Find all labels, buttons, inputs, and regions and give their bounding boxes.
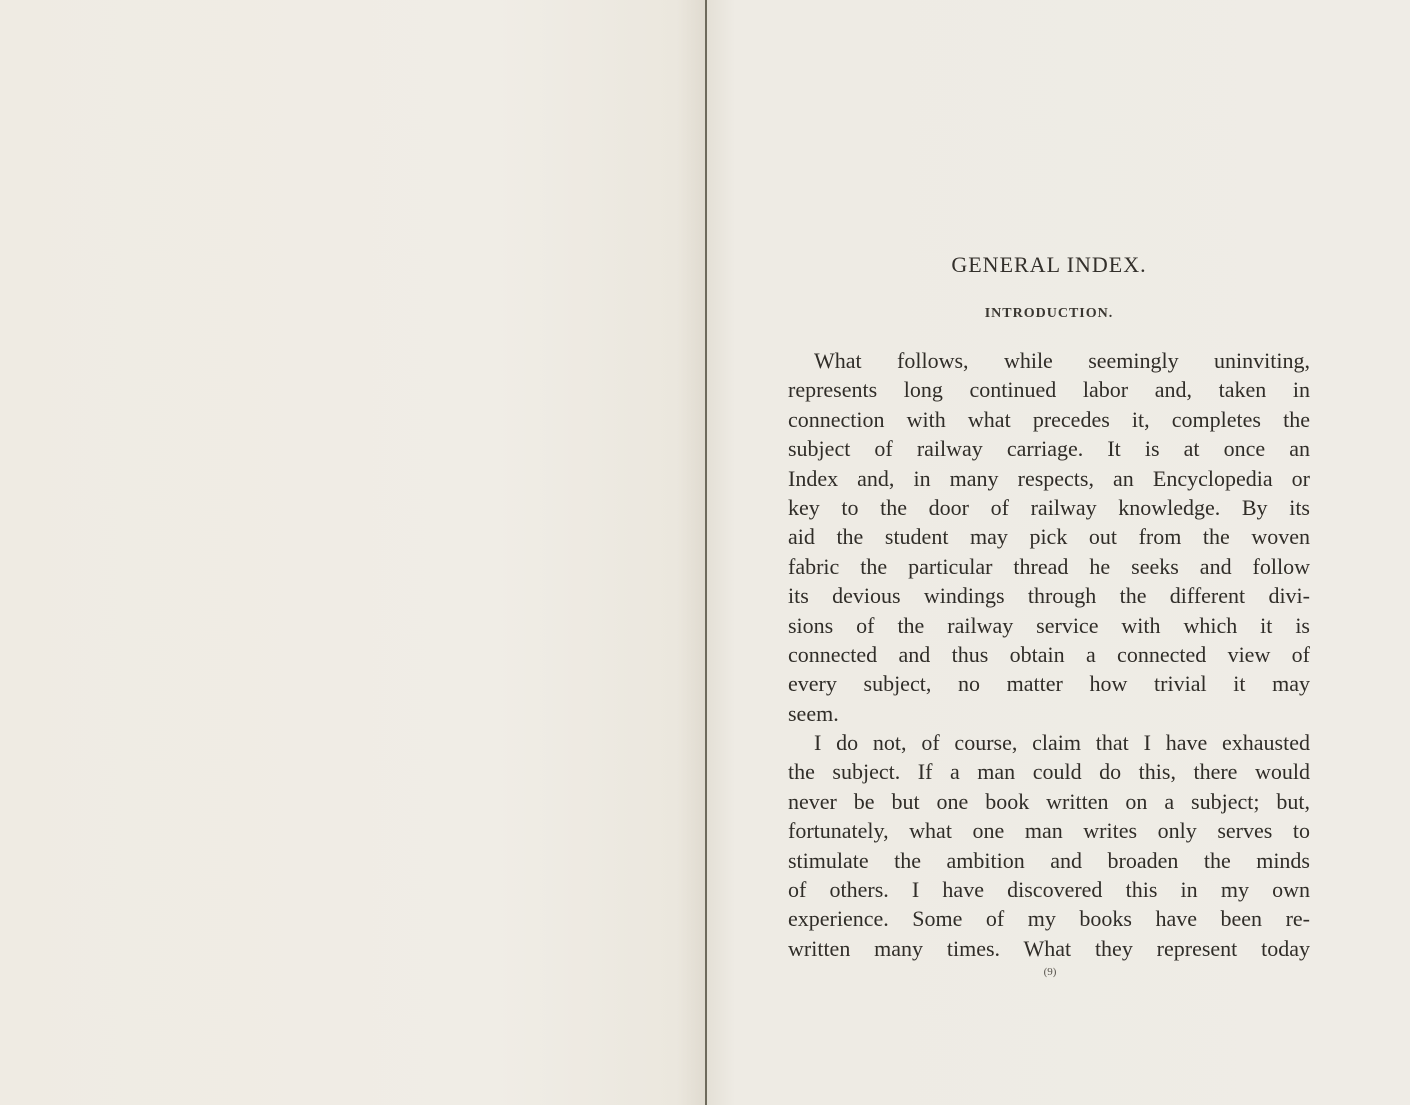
- paragraph-1: [788, 346, 1310, 728]
- text-line: never be but one book written on a subject; but,: [788, 788, 1310, 814]
- text-line: of others. I have discovered this in my own: [788, 877, 1310, 903]
- text-line: fabric the particular thread he seeks and follow: [788, 553, 1310, 579]
- page-title: GENERAL INDEX.: [951, 252, 1147, 277]
- text-line: What follows, while seemingly uninviting,: [814, 348, 1310, 373]
- text-line: the subject. If a man could do this, there would: [788, 759, 1310, 785]
- text-line: aid the student may pick out from the woven: [788, 524, 1310, 550]
- text-line: connected and thus obtain a connected view of: [788, 641, 1310, 667]
- text-line: Index and, in many respects, an Encyclopedia or: [788, 465, 1310, 491]
- text-line: every subject, no matter how trivial it may: [788, 671, 1310, 697]
- text-line: subject of railway carriage. It is at once an: [788, 436, 1310, 462]
- text-line: experience. Some of my books have been re-: [788, 906, 1310, 932]
- text-line: connection with what precedes it, completes the: [788, 406, 1310, 432]
- text-line: fortunately, what one man writes only serves to: [788, 818, 1310, 844]
- paragraph-2: [788, 728, 1310, 963]
- text-line: I do not, of course, claim that I have exhausted: [814, 730, 1310, 756]
- text-line: key to the door of railway knowledge. By its: [788, 494, 1310, 520]
- body-text: [788, 346, 1310, 963]
- text-line: represents long continued labor and, taken in: [788, 377, 1310, 403]
- page-number: (9): [1043, 966, 1057, 978]
- section-heading: INTRODUCTION.: [984, 306, 1114, 321]
- text-line: stimulate the ambition and broaden the minds: [788, 847, 1310, 873]
- text-line: sions of the railway service with which it is: [788, 612, 1310, 638]
- text-line: its devious windings through the different divi-: [788, 583, 1310, 609]
- text-line: seem.: [788, 700, 839, 726]
- text-line: written many times. What they represent today: [788, 935, 1310, 961]
